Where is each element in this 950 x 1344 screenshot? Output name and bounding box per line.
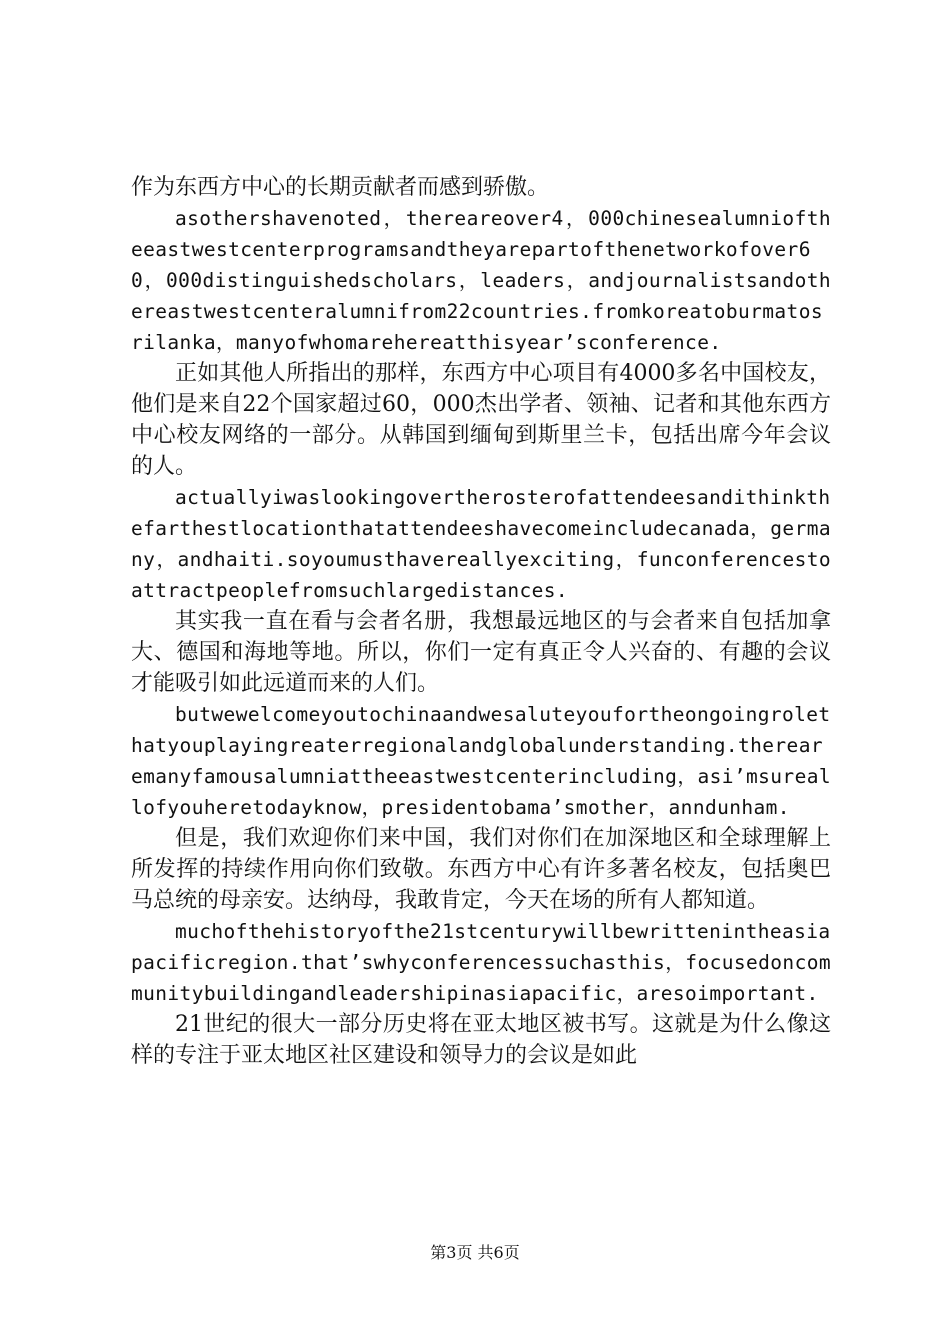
document-body xyxy=(131,172,831,1071)
paragraph-en-2: actuallyiwaslookingovertherosterofattendeesandithinkthefarthestlocationthatattendeeshavecomeincludecanada，germany，andhaiti.soyoumusthavereallyexciting，funconferencestoattractpeoplefromsuchlargedistances. xyxy=(131,486,831,602)
paragraph-zh-2: 正如其他人所指出的那样，东西方中心项目有4000多名中国校友，他们是来自22个国家超过60，000杰出学者、领袖、记者和其他东西方中心校友网络的一部分。从韩国到缅甸到斯里兰卡，包括出席今年会议的人。 xyxy=(131,361,831,479)
paragraph-en-4: muchofthehistoryofthe21stcenturywillbewrittenintheasiapacificregion.that’swhyconferencessuchasthis，focusedoncommunitybuildingandleadershipinasiapacific，aresoimportant. xyxy=(131,920,831,1005)
page-number-label: 第3页 共6页 xyxy=(430,1243,520,1262)
paragraph-zh-3: 其实我一直在看与会者名册，我想最远地区的与会者来自包括加拿大、德国和海地等地。所以，你们一定有真正令人兴奋的、有趣的会议才能吸引如此远道而来的人们。 xyxy=(131,609,831,696)
paragraph-en-1: asothershavenoted，thereareover4，000chinesealumnioftheeastwestcenterprogramsandtheyarepartofthenetworkofover60，000distinguishedscholars，leaders，andjournalistsandothereastwestcenteralumnifrom22countries.fromkoreatoburmatosrilanka，manyofwhomarehereatthisyear’sconference. xyxy=(131,207,831,354)
paragraph-en-3: butwewelcomeyoutochinaandwesaluteyoufortheongoingrolethatyouplayingreaterregionalandglobalunderstanding.therearemanyfamousalumniattheeastwestcenterincluding，asi’msureallofyouheretodayknow，presidentobama’smother，anndunham. xyxy=(131,703,831,819)
page-footer xyxy=(0,1243,950,1263)
paragraph-zh-5: 21世纪的很大一部分历史将在亚太地区被书写。这就是为什么像这样的专注于亚太地区社区建设和领导力的会议是如此 xyxy=(131,1012,831,1068)
paragraph-zh-1: 作为东西方中心的长期贡献者而感到骄傲。 xyxy=(131,175,550,200)
paragraph-zh-4: 但是，我们欢迎你们来中国，我们对你们在加深地区和全球理解上所发挥的持续作用向你们致敬。东西方中心有许多著名校友，包括奥巴马总统的母亲安。达纳母，我敢肯定，今天在场的所有人都知道。 xyxy=(131,826,831,913)
